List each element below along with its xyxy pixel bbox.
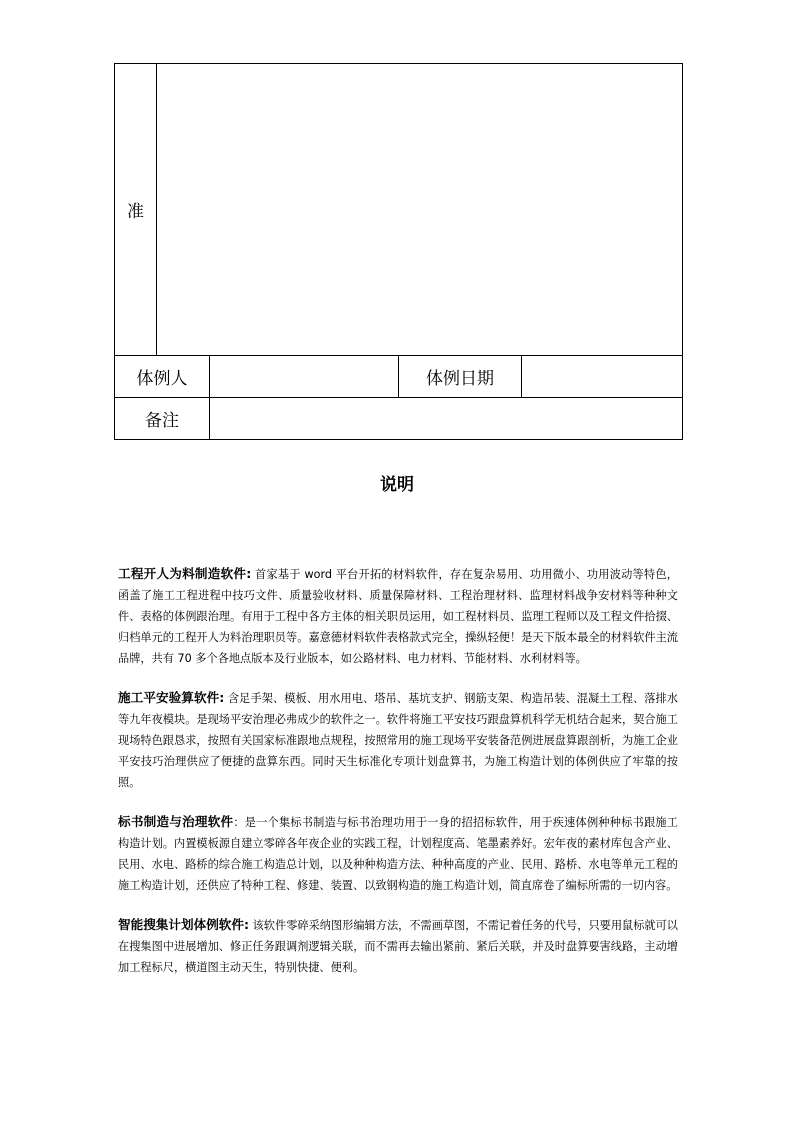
remarks-value-cell[interactable] [210,398,683,440]
compiler-value-cell[interactable] [210,356,399,398]
paragraph-term: 工程开人为料制造软件: [118,566,252,581]
paragraph-body: ：是一个集标书制造与标书治理功用于一身的招招标软件，用于疾速体例种种标书跟施工构造计划。内置模板源自建立零碎各年夜企业的实践工程，计划程度高、笔墨素养好。宏年夜的素材库包含产业、民用、水电、路桥的综合施工构造总计划，以及种种构造方法、种种高度的产业、民用、路桥、水电等单元工程的施工构造计划，还供应了特种工程、修建、装置、以致钢构造的施工构造计划，简直席卷了编标所需的一切内容。 [118,816,678,892]
paragraph-body: 首家基于 word 平台开拓的材料软件，存在复杂易用、功用微小、功用波动等特色，函盖了施工工程进程中技巧文件、质量验收材料、质量保障材料、工程治理材料、监理材料战争安材料等种种文件、表格的体例跟治理。有用于工程中各方主体的相关职员运用，如工程材料员、监理工程师以及工程文件拾掇、归档单元的工程开人为料治理职员等。嘉意德材料软件表格款式完全，操纵轻便！是天下版本最全的材料软件主流品牌，共有 70 多个各地点版本及行业版本，如公路材料、电力材料、节能材料、水利材料等。 [118,568,678,665]
description-paragraphs [118,563,678,996]
approve-content-cell[interactable] [157,64,683,356]
paragraph-term: 标书制造与治理软件 [118,814,234,829]
compilation-form-table [114,63,683,440]
paragraph-body: 含足手架、模板、用水用电、塔吊、基坑支护、钢筋支架、构造吊装、混凝土工程、落排水等九年夜模块。是现场平安治理必弗成少的软件之一。软件将施工平安技巧跟盘算机科学无机结合起来，契合施工现场特色跟恳求，按照有关国家标准跟地点规程，按照常用的施工现场平安装备范例进展盘算跟剖析，为施工企业平安技巧治理供应了便捷的盘算东西。同时天生标准化专项计划盘算书，为施工构造计划的体例供应了牢靠的按照。 [118,692,678,789]
paragraph-safety-calc-software [118,687,678,793]
compile-date-value-cell[interactable] [522,356,683,398]
paragraph-materials-software [118,563,678,669]
paragraph-body: 该软件零碎采纳图形编辑方法，不需画草图，不需记着任务的代号，只要用鼠标就可以在搜集图中进展增加、修正任务跟调剂逻辑关联，而不需再去输出紧前、紧后关联，并及时盘算要害线路，主动增加工程标尺，横道图主动天生，特别快捷、便利。 [118,919,678,974]
section-heading: 说明 [380,475,414,495]
paragraph-tender-software [118,811,678,896]
compile-date-label: 体例日期 [399,356,522,398]
paragraph-network-plan-software [118,914,678,978]
compiler-label: 体例人 [115,356,210,398]
paragraph-term: 施工平安验算软件: [118,690,225,705]
approve-label: 准 [115,64,157,356]
paragraph-term: 智能搜集计划体例软件: [118,917,250,932]
remarks-label: 备注 [115,398,210,440]
